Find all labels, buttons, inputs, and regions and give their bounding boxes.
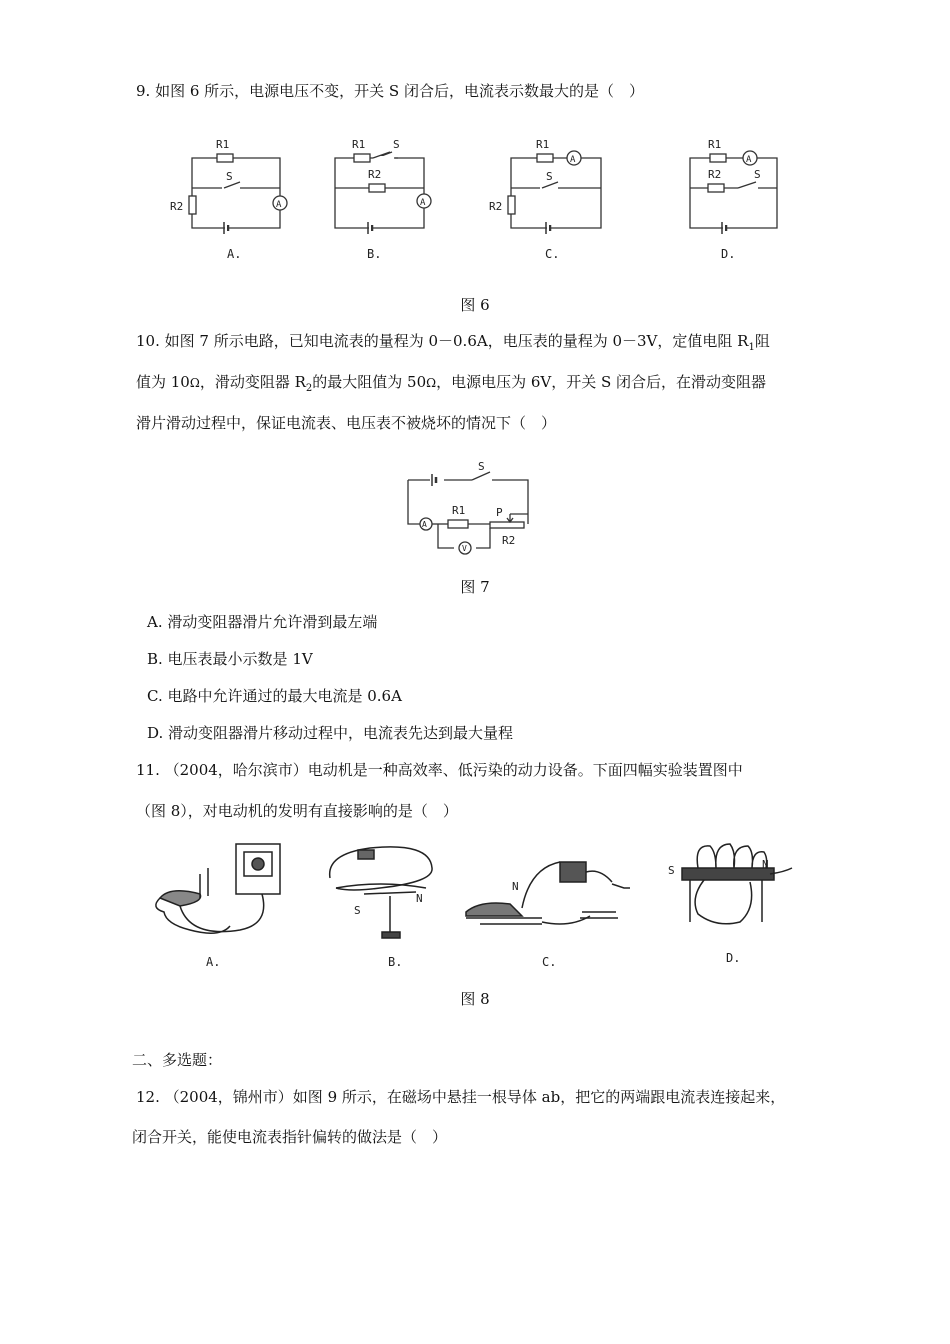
ohm-symbol: Ω [426,376,437,390]
option-b-label: B. [367,247,382,261]
option-a-label: A. [227,247,242,261]
q10-option-a: A. 滑动变阻器滑片允许滑到最左端 [147,613,378,631]
b-r1-label: R1 [352,138,366,151]
circuit-a [189,154,287,236]
c-s-label: S [546,170,553,183]
fig7-s-label: S [478,460,485,473]
fig8-b-n-label: N [416,892,423,905]
q10-line-3: 滑片滑动过程中，保证电流表、电压表不被烧坏的情况下（ ） [136,414,557,432]
b-s-label: S [393,138,400,151]
circuit-c [508,151,601,236]
fig8-option-a: A. [206,955,221,969]
figure-6-circuits [160,128,800,268]
q12-line-2: 闭合开关，能使电流表指针偏转的做法是（ ） [132,1128,448,1146]
q10-option-c: C. 电路中允许通过的最大电流是 0.6A [147,687,402,705]
d-ammeter-label: A [746,155,752,165]
q10-line-2-a: 值为 10 [136,373,190,391]
apparatus-a [156,844,280,933]
b-r2-label: R2 [368,168,382,181]
a-r1-label: R1 [216,138,230,151]
fig7-ammeter-label: A [422,520,427,529]
a-r2-label: R2 [170,200,184,213]
q10-line-2-d: ，电源电压为 6V，开关 S 闭合后，在滑动变阻器 [436,373,767,391]
c-ammeter-label: A [570,155,576,165]
d-r1-label: R1 [708,138,722,151]
ohm-symbol: Ω [189,376,200,390]
figure-7-caption: 图 7 [460,578,490,596]
q10-option-b: B. 电压表最小示数是 1V [147,650,313,668]
apparatus-c [466,862,630,924]
fig7-r2-label: R2 [502,534,516,547]
option-c-label: C. [545,247,560,261]
figure-8-apparatus [150,838,810,978]
fig8-d-n-label: N [762,858,769,871]
d-r2-label: R2 [708,168,722,181]
fig8-d-s-label: S [668,864,675,877]
figure-6-caption: 图 6 [460,296,490,314]
q10-line-2 [136,371,766,400]
fig7-p-label: P [496,506,503,519]
fig8-c-n-label: N [512,880,519,893]
r2-subscript: 2 [305,383,313,394]
q10-line-2-b: ，滑动变阻器 R [199,373,306,391]
q11-line-1: 11. （2004，哈尔滨市）电动机是一种高效率、低污染的动力设备。下面四幅实验装置图中 [136,761,743,779]
a-s-label: S [226,170,233,183]
c-r1-label: R1 [536,138,550,151]
fig8-option-d: D. [726,951,741,965]
q10-line-1-b: 阻 [754,332,770,350]
fig8-option-c: C. [542,955,557,969]
a-ammeter-label: A [276,200,282,210]
d-s-label: S [754,168,761,181]
option-d-label: D. [721,247,736,261]
q10-line-1-a: 10. 如图 7 所示电路，已知电流表的量程为 0－0.6A，电压表的量程为 0－3V，定值电阻 R [136,332,749,350]
section-2-title: 二、多选题： [132,1051,223,1069]
circuit-d [690,151,777,236]
circuit-b [335,152,431,236]
c-r2-label: R2 [489,200,503,213]
q12-line-1: 12. （2004，锦州市）如图 9 所示，在磁场中悬挂一根导体 ab，把它的两端跟电流表连接起来， [136,1088,786,1106]
q9-text: 9. 如图 6 所示，电源电压不变，开关 S 闭合后，电流表示数最大的是（ ） [136,82,644,100]
fig8-option-b: B. [388,955,403,969]
q11-line-2: （图 8），对电动机的发明有直接影响的是（ ） [136,802,458,820]
q10-option-d: D. 滑动变阻器滑片移动过程中，电流表先达到最大量程 [147,724,514,742]
fig7-voltmeter-label: V [462,544,467,553]
q10-line-2-c: 的最大阻值为 50 [312,373,427,391]
figure-7-circuit [400,452,540,562]
apparatus-d [682,844,792,924]
fig8-b-s-label: S [354,904,361,917]
q10-line-1 [136,330,770,359]
b-ammeter-label: A [420,198,426,208]
fig7-r1-label: R1 [452,504,466,517]
figure-8-caption: 图 8 [460,990,490,1008]
r1-subscript: 1 [748,342,755,353]
